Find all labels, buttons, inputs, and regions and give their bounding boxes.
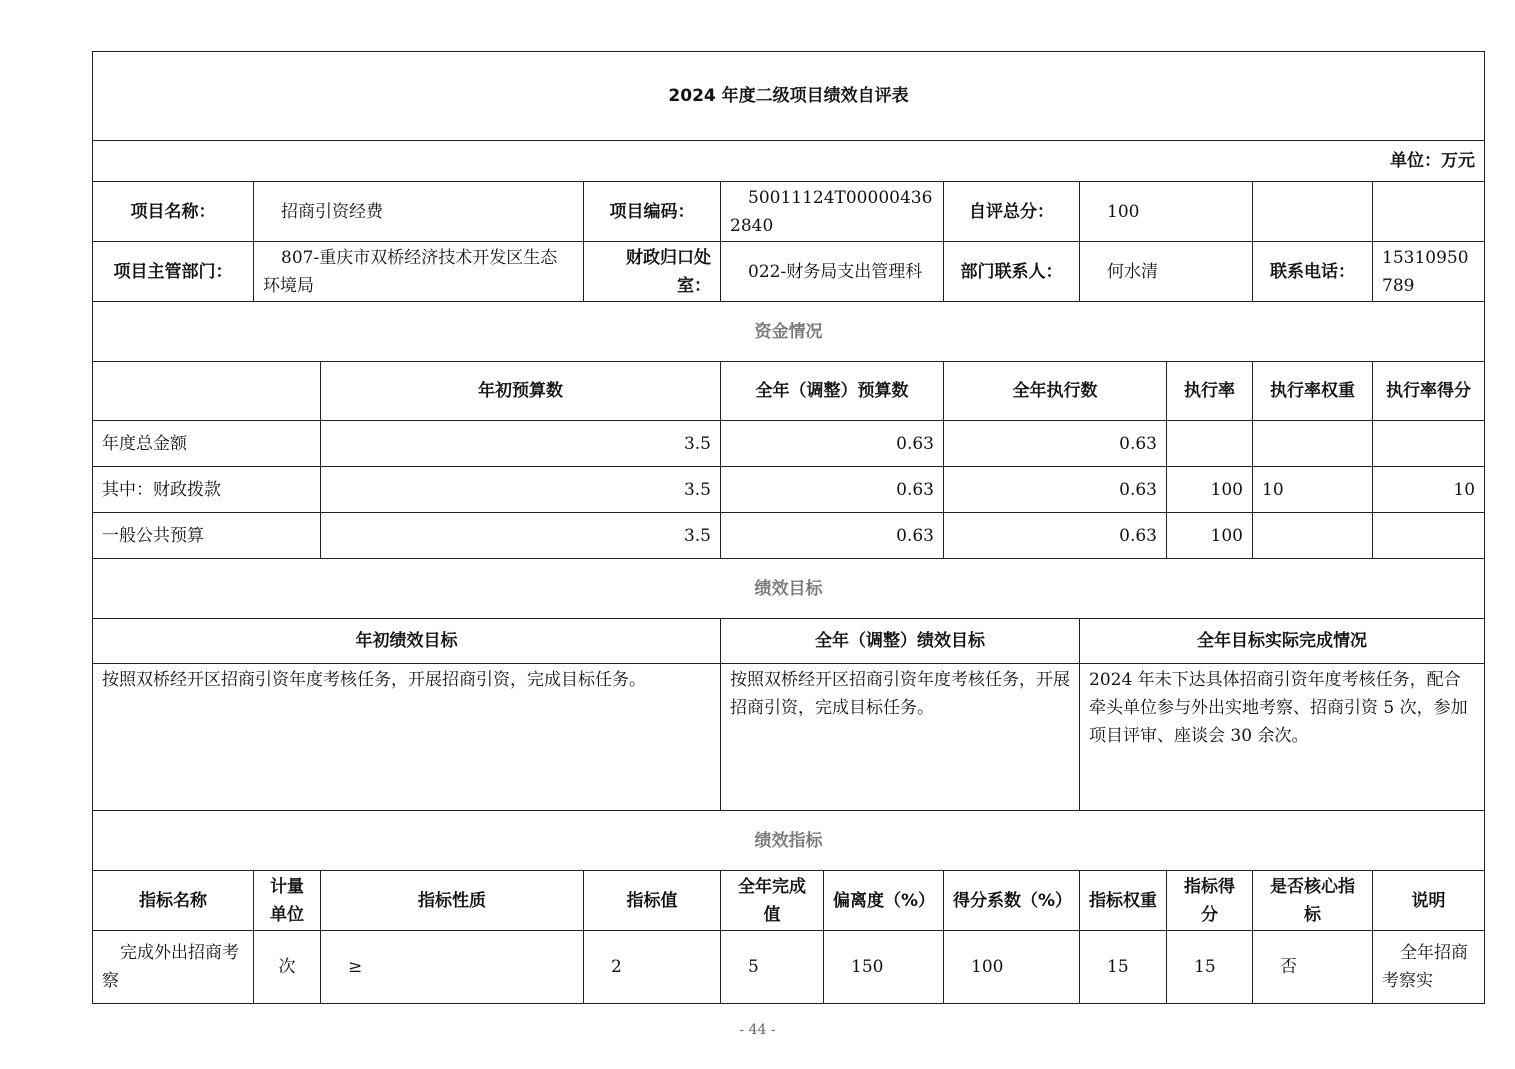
indicator-note: 全年招商考察实 (1373, 931, 1485, 1004)
table-row (93, 421, 1485, 467)
project-code-value: 50011124T000004362840 (721, 182, 944, 242)
phone-label: 联系电话： (1253, 242, 1373, 302)
indicator-target: 2 (584, 931, 721, 1004)
row-executed: 0.63 (944, 467, 1167, 513)
score-label: 自评总分： (944, 182, 1080, 242)
header-coefficient: 得分系数（%） (944, 871, 1080, 931)
header-nature: 指标性质 (321, 871, 584, 931)
indicator-coefficient: 100 (944, 931, 1080, 1004)
empty-cell (93, 362, 321, 421)
performance-table (92, 51, 1485, 1004)
header-actual-value: 全年完成值 (721, 871, 824, 931)
indicator-core: 否 (1253, 931, 1373, 1004)
indicator-unit: 次 (254, 931, 321, 1004)
page-title: 2024 年度二级项目绩效自评表 (93, 52, 1485, 141)
unit-label: 单位：万元 (93, 141, 1485, 182)
header-rate: 执行率 (1167, 362, 1253, 421)
row-adjusted: 0.63 (721, 421, 944, 467)
row-rate: 100 (1167, 467, 1253, 513)
page-number: - 44 - (739, 1022, 776, 1038)
row-weight (1253, 513, 1373, 559)
project-name-label: 项目名称： (93, 182, 254, 242)
indicator-nature: ≥ (321, 931, 584, 1004)
row-name: 一般公共预算 (93, 513, 321, 559)
header-target-value: 指标值 (584, 871, 721, 931)
row-adjusted: 0.63 (721, 467, 944, 513)
table-row (93, 467, 1485, 513)
finance-label: 财政归口处室： (584, 242, 721, 302)
indicator-score: 15 (1167, 931, 1253, 1004)
header-executed: 全年执行数 (944, 362, 1167, 421)
dept-label: 项目主管部门： (93, 242, 254, 302)
project-code-label: 项目编码： (584, 182, 721, 242)
header-adjusted-goal: 全年（调整）绩效目标 (721, 619, 1080, 664)
project-name-value: 招商引资经费 (254, 182, 584, 242)
header-indicator-name: 指标名称 (93, 871, 254, 931)
row-weight (1253, 421, 1373, 467)
actual-completion-text: 2024 年未下达具体招商引资年度考核任务，配合牵头单位参与外出实地考察、招商引资 5 次，参加项目评审、座谈会 30 余次。 (1080, 664, 1485, 811)
row-weight: 10 (1253, 467, 1373, 513)
row-budget: 3.5 (321, 467, 721, 513)
row-name: 年度总金额 (93, 421, 321, 467)
header-note: 说明 (1373, 871, 1485, 931)
header-initial-goal: 年初绩效目标 (93, 619, 721, 664)
indicator-deviation: 150 (824, 931, 944, 1004)
row-score: 10 (1373, 467, 1485, 513)
table-row (93, 931, 1485, 1004)
goals-section-title: 绩效目标 (93, 559, 1485, 619)
indicator-weight: 15 (1080, 931, 1167, 1004)
header-actual-completion: 全年目标实际完成情况 (1080, 619, 1485, 664)
empty-cell (1373, 182, 1485, 242)
adjusted-goal-text: 按照双桥经开区招商引资年度考核任务，开展招商引资，完成目标任务。 (721, 664, 1080, 811)
row-executed: 0.63 (944, 513, 1167, 559)
header-initial-budget: 年初预算数 (321, 362, 721, 421)
initial-goal-text: 按照双桥经开区招商引资年度考核任务，开展招商引资，完成目标任务。 (93, 664, 721, 811)
indicators-section-title: 绩效指标 (93, 811, 1485, 871)
header-rate-weight: 执行率权重 (1253, 362, 1373, 421)
contact-label: 部门联系人： (944, 242, 1080, 302)
row-executed: 0.63 (944, 421, 1167, 467)
header-core: 是否核心指标 (1253, 871, 1373, 931)
indicator-actual: 5 (721, 931, 824, 1004)
funds-section-title: 资金情况 (93, 302, 1485, 362)
indicator-name: 完成外出招商考察 (93, 931, 254, 1004)
row-rate (1167, 421, 1253, 467)
row-adjusted: 0.63 (721, 513, 944, 559)
header-adjusted-budget: 全年（调整）预算数 (721, 362, 944, 421)
header-unit: 计量单位 (254, 871, 321, 931)
header-score: 指标得分 (1167, 871, 1253, 931)
header-rate-score: 执行率得分 (1373, 362, 1485, 421)
finance-value: 022-财务局支出管理科 (721, 242, 944, 302)
row-score (1373, 421, 1485, 467)
table-row (93, 513, 1485, 559)
phone-value: 15310950789 (1373, 242, 1485, 302)
header-weight: 指标权重 (1080, 871, 1167, 931)
score-value: 100 (1080, 182, 1253, 242)
contact-value: 何水清 (1080, 242, 1253, 302)
row-rate: 100 (1167, 513, 1253, 559)
row-budget: 3.5 (321, 513, 721, 559)
empty-cell (1253, 182, 1373, 242)
row-name: 其中：财政拨款 (93, 467, 321, 513)
row-budget: 3.5 (321, 421, 721, 467)
row-score (1373, 513, 1485, 559)
dept-value: 807-重庆市双桥经济技术开发区生态环境局 (254, 242, 584, 302)
header-deviation: 偏离度（%） (824, 871, 944, 931)
